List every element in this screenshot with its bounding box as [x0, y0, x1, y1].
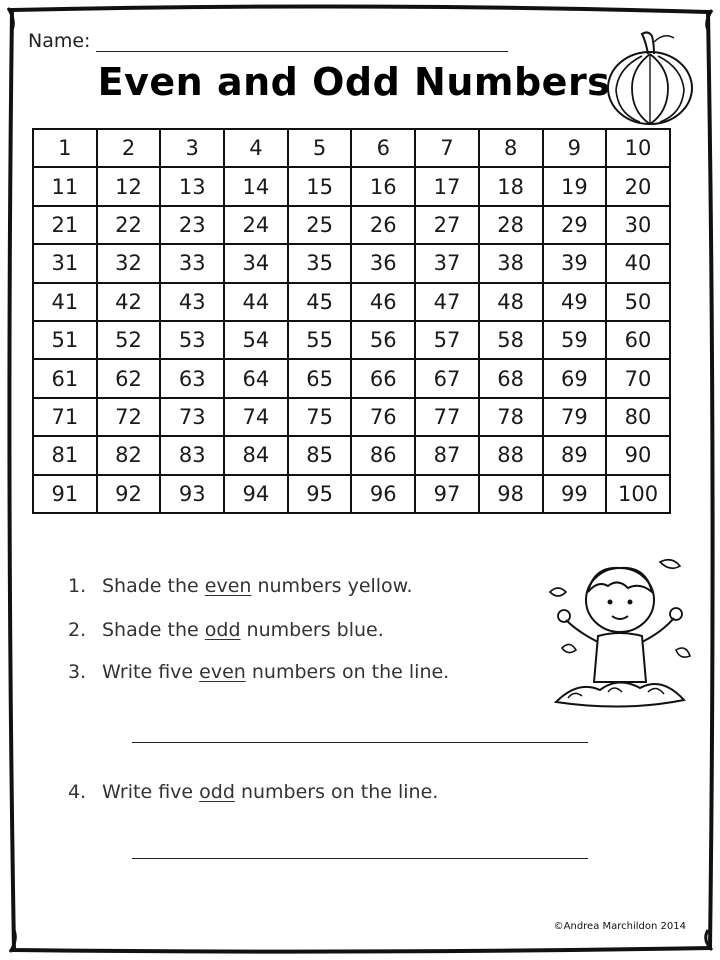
number-cell[interactable]: 30	[606, 206, 670, 244]
instruction-2: 2. Shade the odd numbers blue.	[68, 619, 384, 641]
number-cell[interactable]: 41	[33, 283, 97, 321]
number-cell[interactable]: 17	[415, 167, 479, 205]
number-cell[interactable]: 58	[479, 321, 543, 359]
number-cell[interactable]: 20	[606, 167, 670, 205]
number-cell[interactable]: 36	[351, 244, 415, 282]
number-cell[interactable]: 100	[606, 475, 670, 513]
number-cell[interactable]: 59	[543, 321, 607, 359]
chart-row	[33, 398, 670, 436]
number-cell[interactable]: 16	[351, 167, 415, 205]
number-cell[interactable]: 52	[97, 321, 161, 359]
number-cell[interactable]: 18	[479, 167, 543, 205]
name-label: Name:	[28, 30, 91, 52]
number-cell[interactable]: 97	[415, 475, 479, 513]
number-cell[interactable]: 25	[288, 206, 352, 244]
number-cell[interactable]: 50	[606, 283, 670, 321]
even-answer-line[interactable]	[132, 742, 588, 743]
number-cell[interactable]: 68	[479, 359, 543, 397]
page-title: Even and Odd Numbers	[97, 60, 611, 104]
instruction-4: 4. Write five odd numbers on the line.	[68, 781, 439, 803]
number-cell[interactable]: 3	[160, 129, 224, 167]
number-cell[interactable]: 11	[33, 167, 97, 205]
number-cell[interactable]: 38	[479, 244, 543, 282]
number-cell[interactable]: 13	[160, 167, 224, 205]
instruction-1: 1. Shade the even numbers yellow.	[68, 575, 413, 597]
number-cell[interactable]: 54	[224, 321, 288, 359]
number-cell[interactable]: 63	[160, 359, 224, 397]
odd-answer-line[interactable]	[132, 858, 588, 859]
number-cell[interactable]: 35	[288, 244, 352, 282]
hundreds-chart	[32, 128, 671, 514]
number-cell[interactable]: 14	[224, 167, 288, 205]
number-cell[interactable]: 10	[606, 129, 670, 167]
number-cell[interactable]: 4	[224, 129, 288, 167]
number-cell[interactable]: 64	[224, 359, 288, 397]
number-cell[interactable]: 93	[160, 475, 224, 513]
number-cell[interactable]: 90	[606, 436, 670, 474]
number-cell[interactable]: 29	[543, 206, 607, 244]
chart-row	[33, 436, 670, 474]
number-cell[interactable]: 44	[224, 283, 288, 321]
child-in-leaves-illustration	[548, 552, 698, 722]
number-cell[interactable]: 88	[479, 436, 543, 474]
number-cell[interactable]: 71	[33, 398, 97, 436]
number-cell[interactable]: 47	[415, 283, 479, 321]
number-cell[interactable]: 60	[606, 321, 670, 359]
number-cell[interactable]: 33	[160, 244, 224, 282]
number-cell[interactable]: 55	[288, 321, 352, 359]
number-cell[interactable]: 57	[415, 321, 479, 359]
chart-row	[33, 359, 670, 397]
number-cell[interactable]: 28	[479, 206, 543, 244]
number-cell[interactable]: 6	[351, 129, 415, 167]
number-cell[interactable]: 12	[97, 167, 161, 205]
number-cell[interactable]: 48	[479, 283, 543, 321]
number-cell[interactable]: 39	[543, 244, 607, 282]
number-cell[interactable]: 42	[97, 283, 161, 321]
number-cell[interactable]: 15	[288, 167, 352, 205]
number-cell[interactable]: 92	[97, 475, 161, 513]
number-cell[interactable]: 70	[606, 359, 670, 397]
number-cell[interactable]: 40	[606, 244, 670, 282]
number-cell[interactable]: 81	[33, 436, 97, 474]
number-cell[interactable]: 69	[543, 359, 607, 397]
number-cell[interactable]: 9	[543, 129, 607, 167]
number-cell[interactable]: 22	[97, 206, 161, 244]
number-cell[interactable]: 49	[543, 283, 607, 321]
number-cell[interactable]: 79	[543, 398, 607, 436]
number-cell[interactable]: 62	[97, 359, 161, 397]
number-cell[interactable]: 67	[415, 359, 479, 397]
number-cell[interactable]: 75	[288, 398, 352, 436]
number-cell[interactable]: 1	[33, 129, 97, 167]
name-field[interactable]	[96, 33, 508, 52]
number-cell[interactable]: 31	[33, 244, 97, 282]
chart-row	[33, 244, 670, 282]
number-cell[interactable]: 80	[606, 398, 670, 436]
number-cell[interactable]: 34	[224, 244, 288, 282]
number-cell[interactable]: 82	[97, 436, 161, 474]
number-cell[interactable]: 8	[479, 129, 543, 167]
number-cell[interactable]: 51	[33, 321, 97, 359]
number-cell[interactable]: 94	[224, 475, 288, 513]
number-cell[interactable]: 27	[415, 206, 479, 244]
number-cell[interactable]: 87	[415, 436, 479, 474]
number-cell[interactable]: 96	[351, 475, 415, 513]
number-cell[interactable]: 98	[479, 475, 543, 513]
number-cell[interactable]: 99	[543, 475, 607, 513]
instruction-3: 3. Write five even numbers on the line.	[68, 661, 450, 683]
number-cell[interactable]: 24	[224, 206, 288, 244]
chart-row	[33, 129, 670, 167]
number-cell[interactable]: 19	[543, 167, 607, 205]
chart-row	[33, 321, 670, 359]
chart-row	[33, 475, 670, 513]
number-cell[interactable]: 77	[415, 398, 479, 436]
number-cell[interactable]: 66	[351, 359, 415, 397]
number-cell[interactable]: 84	[224, 436, 288, 474]
number-cell[interactable]: 21	[33, 206, 97, 244]
chart-row	[33, 167, 670, 205]
number-cell[interactable]: 46	[351, 283, 415, 321]
number-cell[interactable]: 78	[479, 398, 543, 436]
number-cell[interactable]: 65	[288, 359, 352, 397]
number-cell[interactable]: 76	[351, 398, 415, 436]
name-row	[28, 30, 508, 52]
number-cell[interactable]: 73	[160, 398, 224, 436]
number-cell[interactable]: 91	[33, 475, 97, 513]
number-cell[interactable]: 5	[288, 129, 352, 167]
number-cell[interactable]: 89	[543, 436, 607, 474]
number-cell[interactable]: 74	[224, 398, 288, 436]
number-cell[interactable]: 83	[160, 436, 224, 474]
number-cell[interactable]: 26	[351, 206, 415, 244]
number-cell[interactable]: 72	[97, 398, 161, 436]
chart-row	[33, 206, 670, 244]
pumpkin-icon	[604, 28, 696, 128]
number-cell[interactable]: 95	[288, 475, 352, 513]
number-cell[interactable]: 43	[160, 283, 224, 321]
number-cell[interactable]: 86	[351, 436, 415, 474]
copyright-text: ©Andrea Marchildon 2014	[553, 921, 686, 932]
number-cell[interactable]: 32	[97, 244, 161, 282]
number-cell[interactable]: 37	[415, 244, 479, 282]
number-cell[interactable]: 2	[97, 129, 161, 167]
number-cell[interactable]: 53	[160, 321, 224, 359]
chart-row	[33, 283, 670, 321]
number-cell[interactable]: 56	[351, 321, 415, 359]
number-cell[interactable]: 85	[288, 436, 352, 474]
number-cell[interactable]: 7	[415, 129, 479, 167]
number-cell[interactable]: 61	[33, 359, 97, 397]
number-cell[interactable]: 45	[288, 283, 352, 321]
number-cell[interactable]: 23	[160, 206, 224, 244]
